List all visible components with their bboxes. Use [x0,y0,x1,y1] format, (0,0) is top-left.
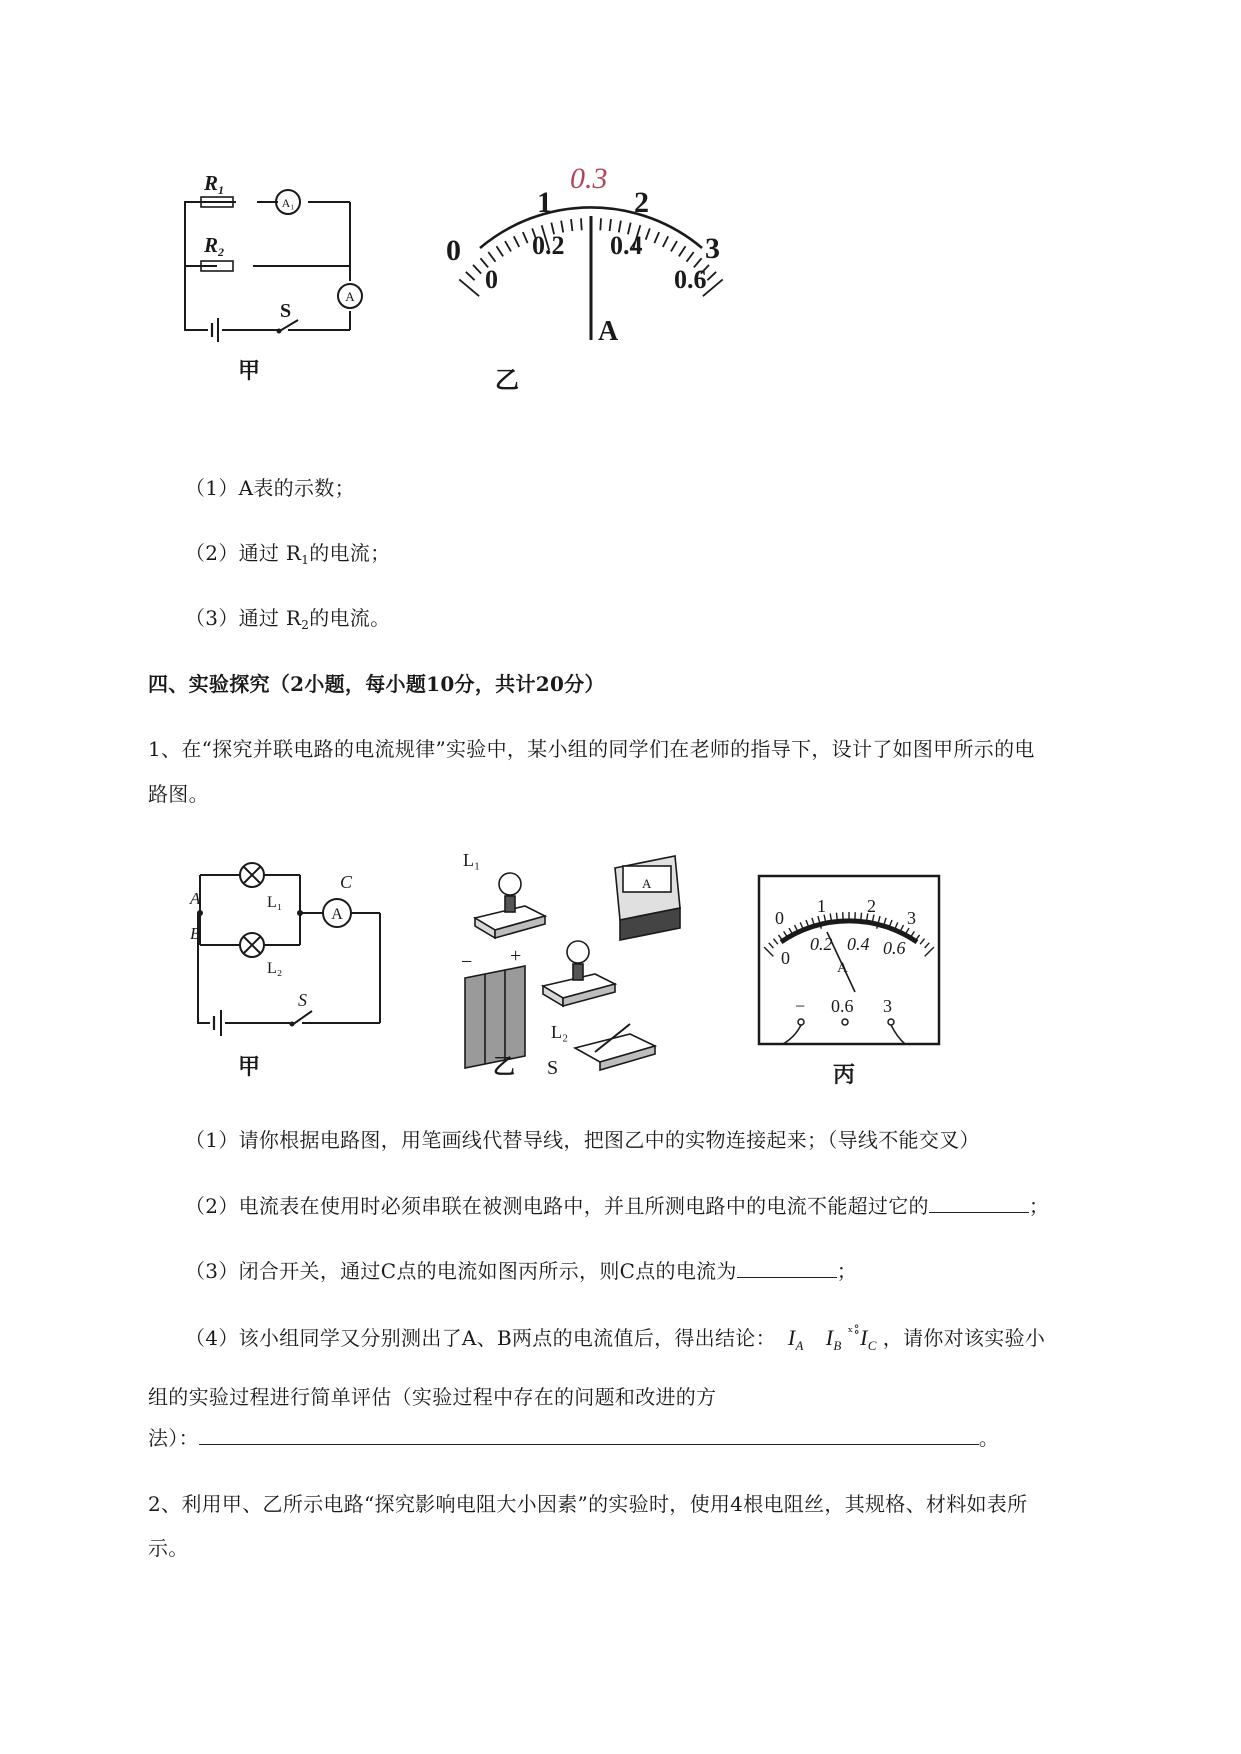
lower-tick-0-4: 0.4 [610,231,643,260]
terminal-minus: − [795,996,806,1016]
lamp-l1-label: L₁ [267,894,283,911]
dial-tick [600,218,601,230]
dial-tick [466,272,475,280]
dial-tick [459,279,479,296]
dial-tick [671,241,677,251]
dial-tick [523,232,528,243]
subquestion-4-line-2: 组的实验过程进行简单评估（实验过程中存在的问题和改进的方 [148,1385,717,1409]
lower-tick-0: 0 [485,265,498,294]
lower-tick-0-6-b: 0.6 [883,938,906,958]
problem-2-line-2: 示。 [148,1536,189,1560]
dial-tick [505,241,511,251]
r2-label: R2 [204,233,225,259]
dial-tick [488,252,495,262]
top-circuit-diagram [160,160,400,390]
section-heading: 四、实验探究（2小题，每小题10分，共计20分） [148,672,605,696]
subquestion-3: （3）闭合开关，通过C点的电流如图丙所示，则C点的电流为 ； [185,1259,858,1283]
dial-tick [707,272,716,280]
subquestion-4-line-3: 法）： 。 [148,1426,1000,1450]
question-2: （2）通过 $R_1$的电流； [185,541,391,567]
lamp-l2-label: L₂ [267,960,283,977]
part-l1-label: L₁ [463,850,481,870]
formula-symbol: ˣ∘̊ [847,1325,861,1340]
dial-tick [581,218,582,230]
lower-tick-0-2-b: 0.2 [810,934,833,954]
physical-parts-illustration [455,838,705,1088]
answer-blank-2[interactable] [929,1192,1029,1213]
lower-tick-0-4-b: 0.4 [847,934,870,954]
top-ammeter-dial [440,160,760,400]
dial-tick [687,252,694,262]
parallel-circuit-diagram [170,855,400,1085]
r1-label: R1 [204,171,225,197]
terminal-0-6: 0.6 [831,996,854,1016]
figure-caption-yi: 乙 [495,368,519,394]
upper-tick-1-b: 1 [817,896,826,916]
figure-caption-jia: 甲 [238,358,261,383]
ammeter-bing-dial [755,872,975,1092]
dial-unit: A [598,316,619,347]
switch-label: S [280,300,292,322]
dial-tick [610,219,611,231]
point-a-label: A [190,889,201,908]
dial-tick [654,232,659,243]
problem-1-line-2: 路图。 [148,782,209,806]
lower-tick-0-b: 0 [781,948,790,968]
ammeter-label: A [331,906,343,923]
problem-1-line-1: 1、在“探究并联电路的电流规律”实验中，某小组的同学们在老师的指导下，设计了如图甲所示的电 [148,737,1035,761]
dial-unit-b: A [837,960,848,976]
part-meter-label: A [642,876,652,891]
question-1: （1）A表的示数； [185,476,355,500]
dial-tick [646,228,650,239]
figure-caption-bing: 丙 [833,1062,856,1087]
ammeter-a1-label: A₁ [281,196,295,210]
formula-ib: $I_B$ [825,1325,842,1353]
upper-tick-2-b: 2 [867,896,876,916]
dial-tick [679,246,686,256]
figure-caption-jia-2: 甲 [238,1054,261,1079]
answer-blank-4[interactable] [199,1424,979,1445]
subquestion-4-line-1: （4）该小组同学又分别测出了A、B两点的电流值后，得出结论： $I_A$ $I_B^{ˣ\circ̊}I_C$ ，请你对该实验小 [185,1325,1046,1353]
upper-tick-0: 0 [446,234,461,267]
answer-blank-3[interactable] [737,1257,837,1278]
part-l2-label: L₂ [551,1022,569,1042]
switch-s-label: S [298,990,307,1010]
subquestion-2: （2）电流表在使用时必须串联在被测电路中，并且所测电路中的电流不能超过它的 ； [185,1194,1050,1218]
formula-ic: $I_C$ [860,1325,877,1353]
dial-tick [571,219,572,231]
formula-ia: $I_A$ [787,1325,804,1353]
battery-plus-label: + [510,945,522,967]
dial-tick [473,265,481,274]
point-c-label: C [340,872,353,892]
lower-tick-0-2: 0.2 [532,231,565,260]
point-b-label: B [190,924,201,943]
upper-tick-3-b: 3 [907,908,916,928]
ammeter-a-label: A [345,289,355,304]
dial-tick [496,246,503,256]
terminal-3: 3 [883,996,892,1016]
upper-tick-1: 1 [537,186,552,219]
subquestion-1: （1）请你根据电路图，用笔画线代替导线，把图乙中的实物连接起来；（导线不能交叉） [185,1128,980,1152]
battery-minus-label: − [461,951,473,973]
upper-tick-3: 3 [705,232,720,265]
figure-caption-yi-2: 乙 [493,1054,516,1079]
lower-tick-0-6: 0.6 [674,265,707,294]
dial-tick [514,236,519,247]
dial-tick [836,913,837,920]
handwritten-reading: 0.3 [570,162,608,195]
dial-tick [663,236,668,247]
upper-tick-2: 2 [634,186,649,219]
problem-2-line-1: 2、利用甲、乙所示电路“探究影响电阻大小因素”的实验时，使用4根电阻丝，其规格、材料如表所 [148,1492,1028,1516]
upper-tick-0-b: 0 [775,908,784,928]
question-3: （3）通过 $R_2$的电流。 [185,606,391,632]
part-switch-label: S [547,1057,559,1079]
dial-tick [861,913,862,920]
